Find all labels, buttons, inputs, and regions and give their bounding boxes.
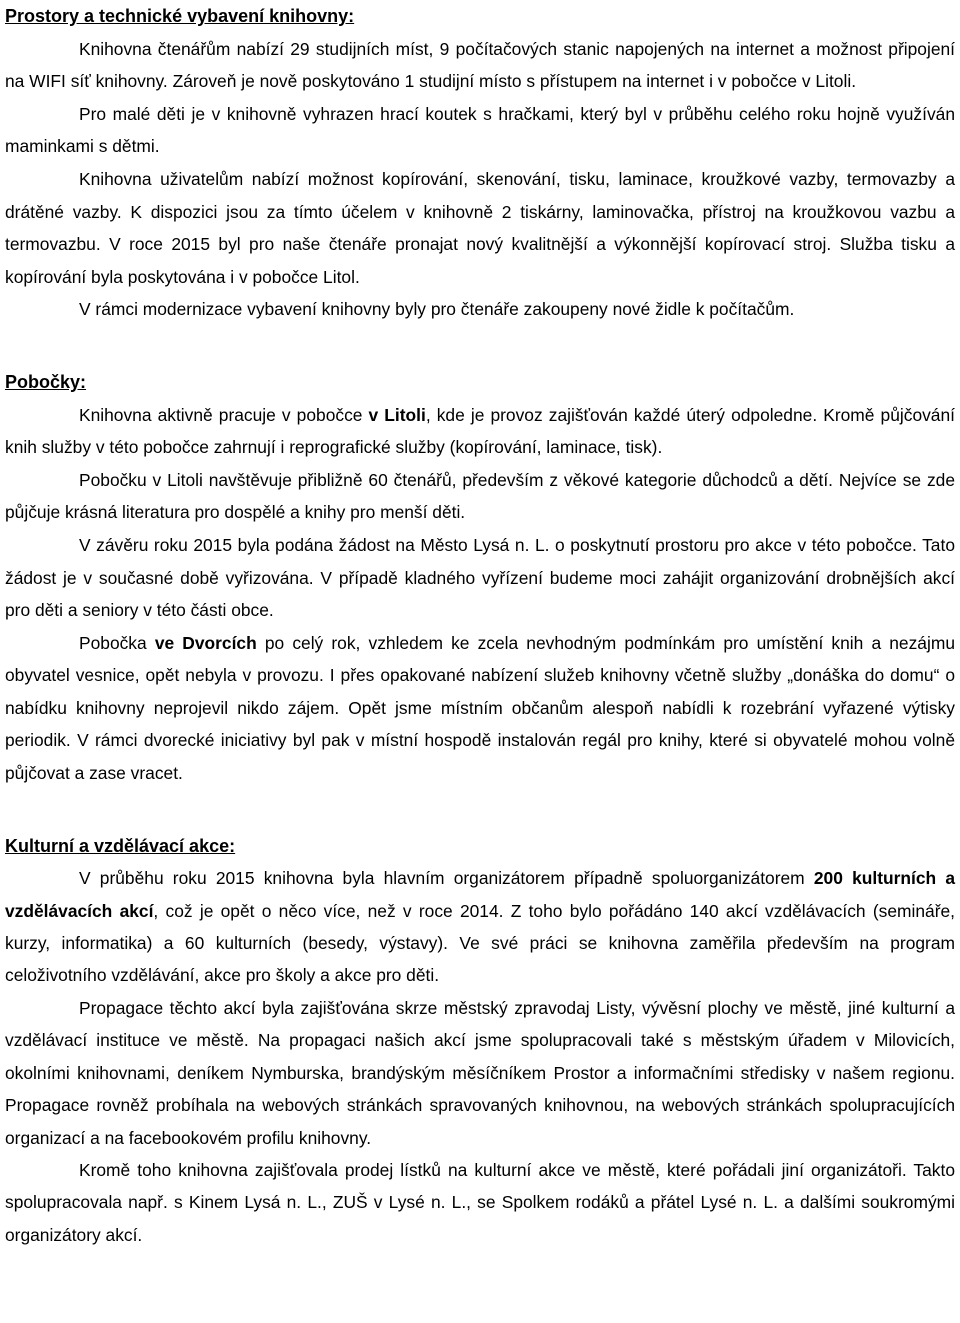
text-run: Knihovna aktivně pracuje v pobočce xyxy=(79,404,369,425)
text-run: Pobočka xyxy=(79,632,155,653)
paragraph-facilities-4: V rámci modernizace vybavení knihovny byly pro čtenáře zakoupeny nové židle k počítačům. xyxy=(79,299,795,320)
paragraph-events-1 xyxy=(5,862,955,992)
bold-text-litol: v Litoli xyxy=(368,404,426,425)
paragraph-branches-1 xyxy=(5,399,955,464)
paragraph-branches-2: Pobočku v Litoli navštěvuje přibližně 60 čtenářů, především z věkové kategorie důchodců a dětí. Nejvíce se zde půjčuje krásná literatura pro dospělé a knihy pro menší děti. xyxy=(5,469,955,523)
paragraph-events-3: Kromě toho knihovna zajišťovala prodej lístků na kulturní akce ve městě, které pořádali jiní organizátoři. Takto spolupracovala např. s Kinem Lysá n. L., ZUŠ v Lysé n. L., se Spolkem rodáků a přátel Lysé n. L. a dalšími soukromými organizátory akcí. xyxy=(5,1159,955,1245)
paragraph-branches-3: V závěru roku 2015 byla podána žádost na Město Lysá n. L. o poskytnutí prostoru pro akce v této pobočce. Tato žádost je v současné době vyřizována. V případě kladného vyřízení budeme moci zahájit organizování drobnějších akcí pro děti a seniory v této části obce. xyxy=(5,534,955,621)
section-heading-facilities: Prostory a technické vybavení knihovny: xyxy=(5,6,355,26)
paragraph-facilities-3: Knihovna uživatelům nabízí možnost kopírování, skenování, tisku, laminace, kroužkové vazby, termovazby a drátěné vazby. K dispozici jsou za tímto účelem v knihovně 2 tiskárny, laminovačka, přístroj na kroužkovou vazbu a termovazbu. V roce 2015 byl pro naše čtenáře pronajat nový kvalitnější a výkonnější kopírovací stroj. Služba tisku a kopírování byla poskytována i v pobočce Litol. xyxy=(5,168,955,287)
paragraph-branches-4 xyxy=(5,627,955,790)
section-events xyxy=(5,830,955,1251)
document-page xyxy=(5,0,955,1251)
bold-text-events-count: 200 kulturních a vzdělávacích akcí xyxy=(5,868,955,921)
paragraph-facilities-2: Pro malé děti je v knihovně vyhrazen hrací koutek s hračkami, který byl v průběhu celého roku hojně využíván maminkami s dětmi. xyxy=(5,103,955,157)
section-heading-branches: Pobočky: xyxy=(5,371,87,392)
bold-text-dvorce: ve Dvorcích xyxy=(154,632,257,653)
paragraph-events-2: Propagace těchto akcí byla zajišťována skrze městský zpravodaj Listy, vývěsní plochy ve městě, jiné kulturní a vzdělávací instituce ve městě. Na propagaci našich akcí jsme spolupracovali také s městským úřadem v Milovicích, okolními knihovnami, deníkem Nymburska, brandýským měsíčníkem Prostor a informačními středisky v našem regionu. Propagace rovněž probíhala na webových stránkách spravovaných knihovnou, na webových stránkách spolupracujících organizací a na facebookovém profilu knihovny. xyxy=(5,997,955,1148)
text-run: , kde je provoz zajišťován každé úterý odpoledne. Kromě půjčování knih služby v této pobočce zahrnují i reprografické služby (kopírování, laminace, tisk). xyxy=(5,404,955,458)
text-run: V průběhu roku 2015 knihovna byla hlavním organizátorem případně spoluorganizátorem xyxy=(79,868,814,889)
section-facilities xyxy=(5,0,955,326)
text-run: po celý rok, vzhledem ke zcela nevhodným podmínkám pro umístění knih a nezájmu obyvatel vesnice, opět nebyla v provozu. I přes opakované nabízení služeb knihovny včetně služby „donáška do domu“ o nabídku knihovny neprojevil nikdo zájem. Opět jsme místním občanům alespoň nabídli k rozebrání vyřazené výtisky periodik. V rámci dvorecké iniciativy byl pak v místní hospodě instalován regál pro knihy, které si obyvatelé mohou volně půjčovat a zase vracet. xyxy=(5,632,955,784)
paragraph-facilities-1: Knihovna čtenářům nabízí 29 studijních míst, 9 počítačových stanic napojených na internet a možnost připojení na WIFI síť knihovny. Zároveň je nově poskytováno 1 studijní místo s přístupem na internet i v pobočce v Litoli. xyxy=(5,38,955,92)
text-run: , což je opět o něco více, než v roce 2014. Z toho bylo pořádáno 140 akcí vzdělávacích (semináře, kurzy, informatika) a 60 kulturních (besedy, výstavy). Ve své práci se knihovna zaměřila především na program celoživotního vzdělávání, akce pro školy a akce pro děti. xyxy=(5,900,955,986)
section-branches xyxy=(5,366,955,790)
section-heading-events: Kulturní a vzdělávací akce: xyxy=(5,835,236,856)
